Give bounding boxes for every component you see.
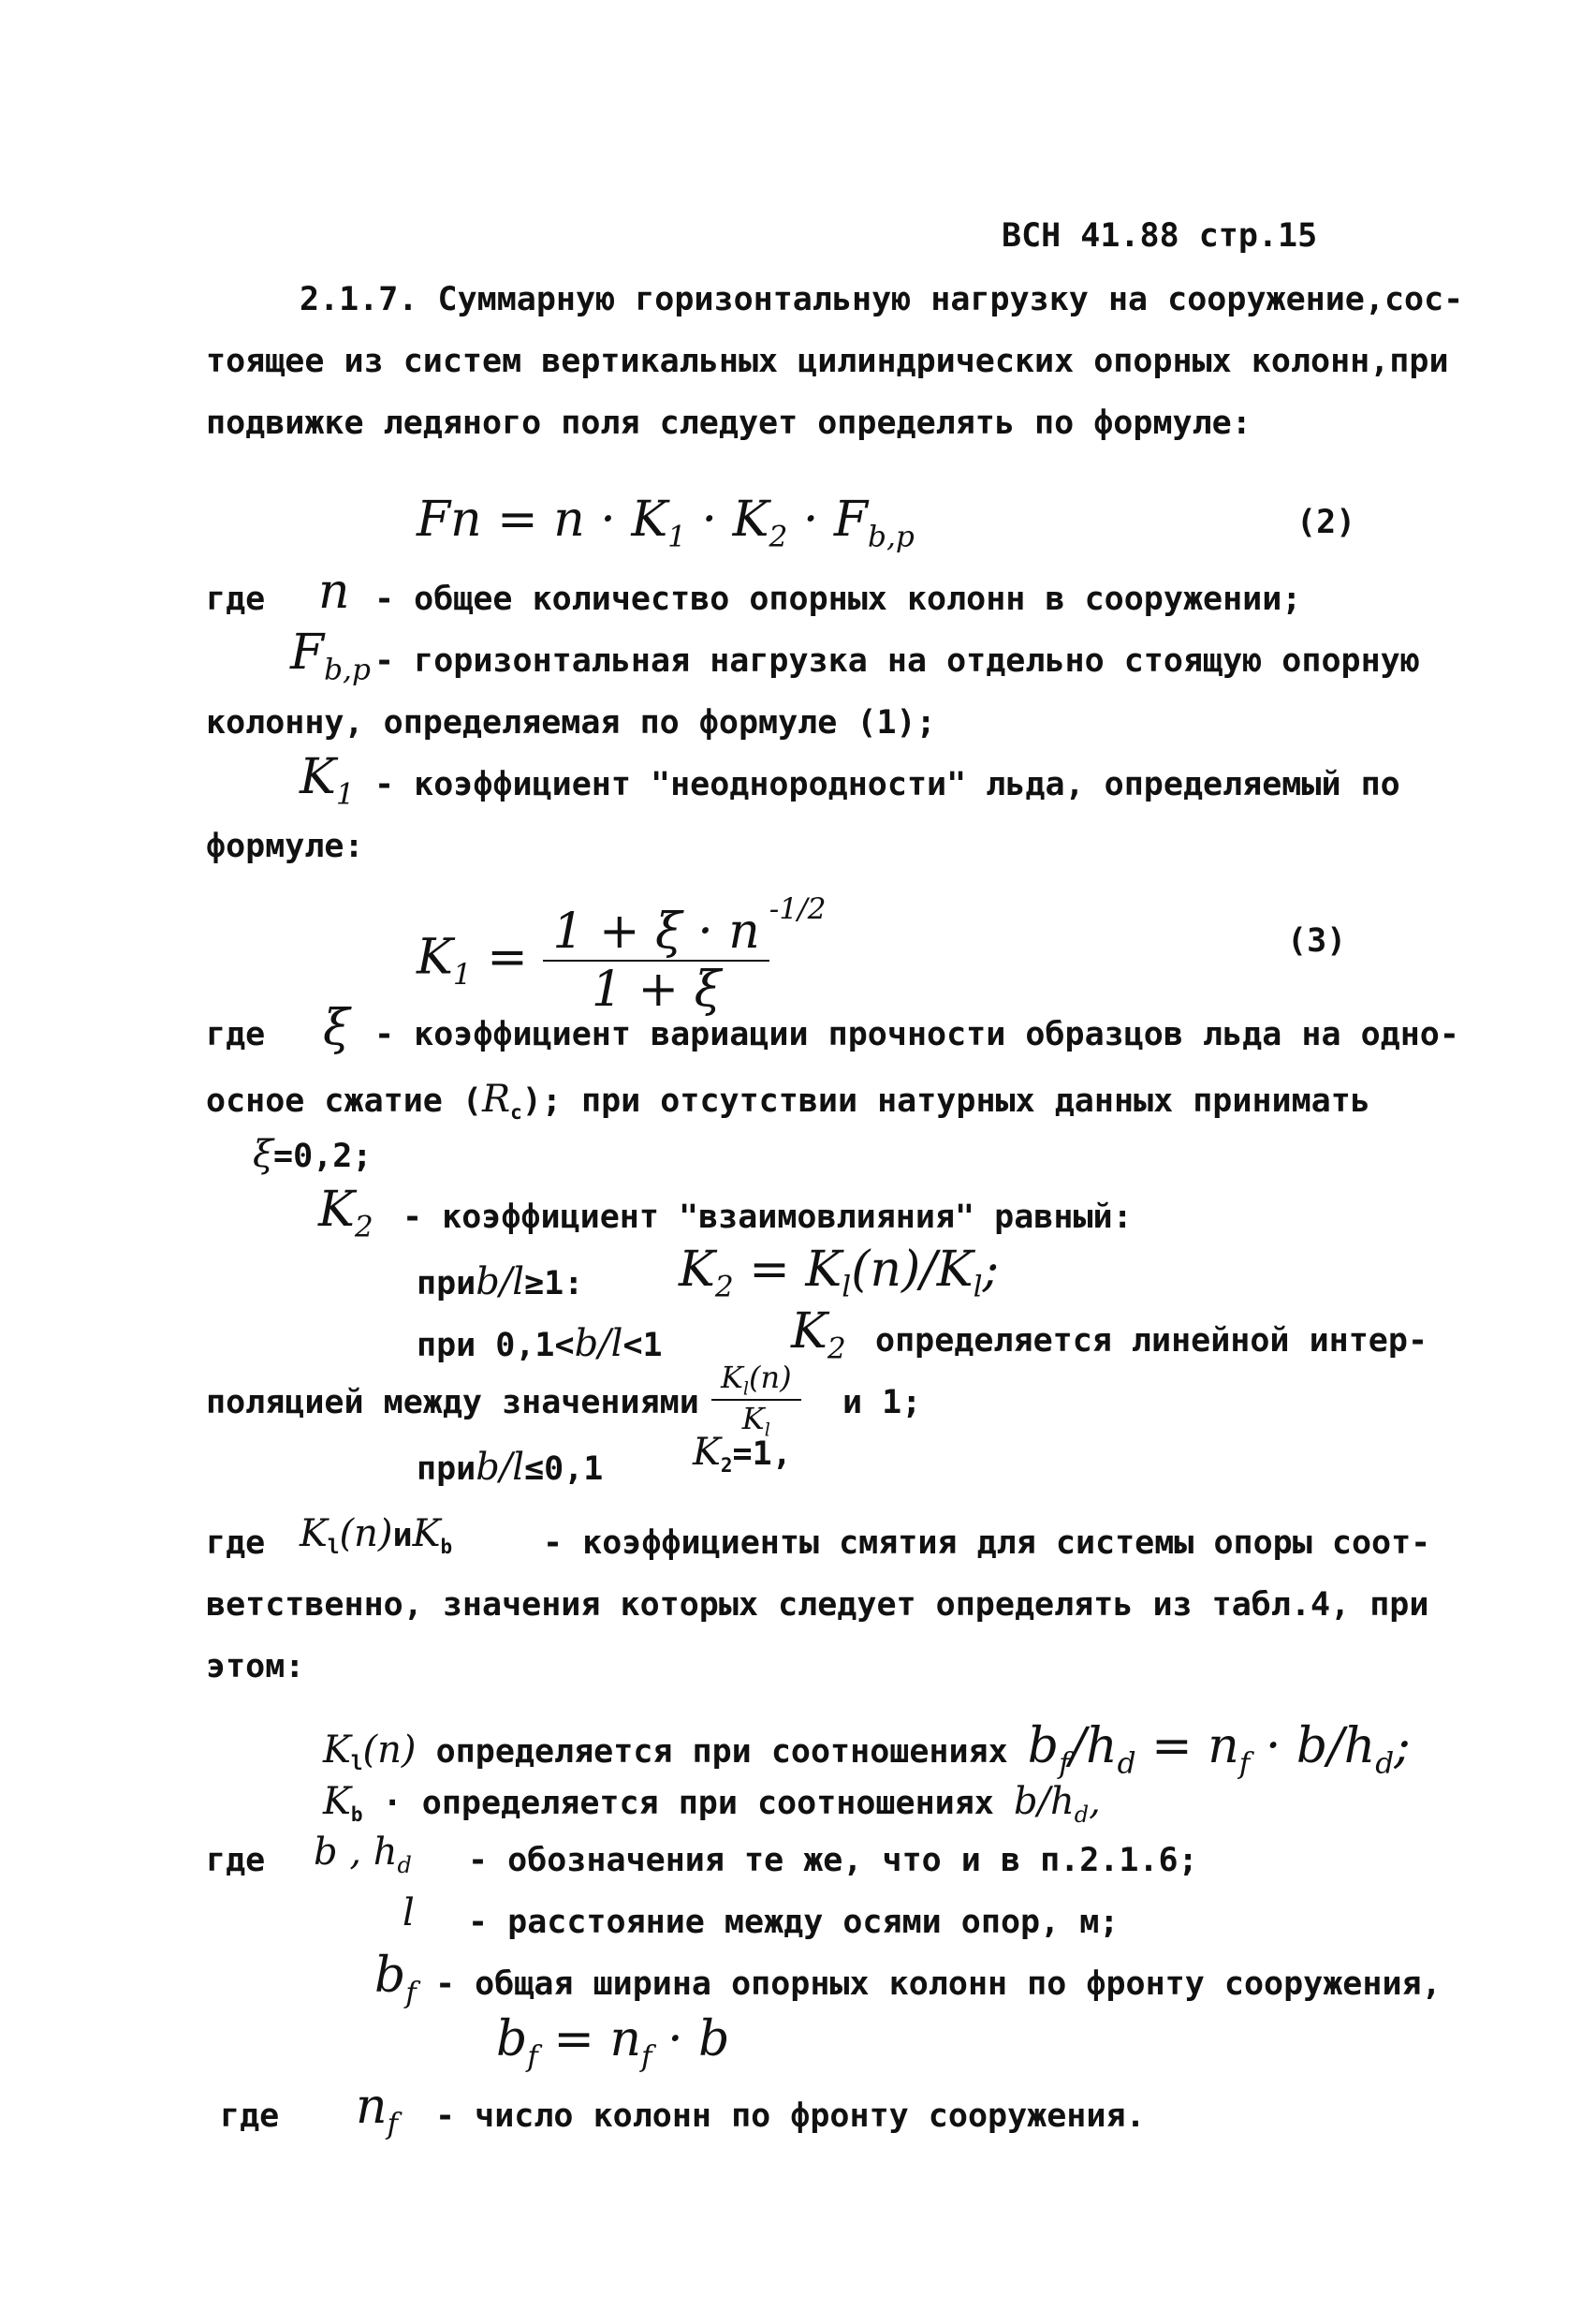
symbol-l: l	[403, 1891, 415, 1934]
definition-text: определяется линейной интер-	[875, 1322, 1428, 1360]
paragraph-line: подвижке ледяного поля следует определять по формуле:	[206, 404, 1252, 442]
where-label: где	[206, 1016, 266, 1053]
definition-text: - обозначения те же, что и в п.2.1.6;	[468, 1842, 1198, 1879]
case-formula: $K_2=1$,	[693, 1431, 792, 1477]
symbol-n: n	[318, 564, 350, 620]
case-formula: $K_2 = K_l(n)/K_l$;	[679, 1242, 1000, 1304]
where-label: где	[206, 581, 266, 618]
definition-text: - общее количество опорных колонн в сооружении;	[374, 581, 1302, 618]
definition-text: - коэффициент вариации прочности образцов льда на одно-	[374, 1016, 1459, 1053]
definition-text: - коэффициент "неоднородности" льда, определяемый по	[374, 766, 1400, 803]
case-condition: приb/l≤0,1	[417, 1446, 604, 1489]
formula-2: $Fn = n \cdot K_1 \cdot K_2 \cdot F_{b,p}$	[417, 492, 915, 554]
page-header: ВСН 41.88 стр.15	[1002, 217, 1318, 255]
paragraph-line: 2.1.7. Суммарную горизонтальную нагрузку на сооружение,сос-	[300, 281, 1464, 318]
definition-text: осное сжатие $(R_c)$; при отсутствии натурных данных принимать	[206, 1078, 1370, 1124]
definition-text: поляцией между значениями	[206, 1384, 699, 1421]
symbol-bf: $b_f$	[374, 1948, 417, 2010]
formula-number: (2)	[1296, 504, 1356, 541]
xi-value: ξ=0,2;	[253, 1133, 373, 1176]
definition-text: этом:	[206, 1648, 305, 1685]
symbol-b-hd: b , $h_d$	[314, 1831, 412, 1878]
where-label: где	[220, 2097, 280, 2135]
symbol-k2: $K_2$	[318, 1182, 373, 1244]
definition-text: - расстояние между осями опор, м;	[468, 1904, 1120, 1941]
definition-text: - горизонтальная нагрузка на отдельно стоящую опорную	[374, 642, 1420, 680]
definition-text: ветственно, значения которых следует определять из табл.4, при	[206, 1586, 1429, 1624]
symbol-kc: $K_l(n)иK_b$	[300, 1512, 453, 1558]
definition-text: - коэффициенты смятия для системы опоры соот-	[543, 1524, 1431, 1562]
condition-line: $K_b$ · определяется при соотношениях $b/h_d$,	[323, 1780, 1101, 1828]
fraction: $\frac{1 + \xi \cdot n}{1 + \xi}$	[543, 904, 769, 1018]
symbol-k1: $K_1$	[300, 749, 355, 812]
symbol-xi: ξ	[323, 1000, 350, 1056]
where-label: где	[206, 1524, 266, 1562]
symbol-k2: $K_2$	[791, 1303, 846, 1366]
symbol-fbp: $F_{b,p}$	[290, 625, 371, 687]
case-condition: приb/l≥1:	[417, 1260, 584, 1303]
definition-text: колонну, определяемая по формуле (1);	[206, 704, 936, 742]
definition-text: - общая ширина опорных колонн по фронту сооружения,	[435, 1965, 1442, 2003]
formula-3: $K_1$ = $\frac{1 + \xi \cdot n}{1 + \xi}$ $^{-1/2}$	[417, 892, 827, 1018]
definition-text: и 1;	[842, 1384, 922, 1421]
definition-text: - число колонн по фронту сооружения.	[435, 2097, 1146, 2135]
definition-text: - коэффициент "взаимовлияния" равный:	[403, 1199, 1133, 1236]
case-condition: при 0,1<b/l<1	[417, 1322, 663, 1365]
symbol-nf: $n_f$	[356, 2079, 399, 2141]
condition-line: $K_l(n)$ определяется при соотношениях $b_f/h_d = n_f \cdot b/h_d$;	[323, 1718, 1411, 1781]
formula-bf: $b_f = n_f \cdot b$	[496, 2011, 730, 2074]
paragraph-line: тоящее из систем вертикальных цилиндрических опорных колонн,при	[206, 343, 1449, 380]
where-label: где	[206, 1842, 266, 1879]
fraction: $\frac{K_l(n)}{K_l}$	[711, 1360, 801, 1441]
formula-number: (3)	[1287, 922, 1347, 960]
definition-text: формуле:	[206, 828, 364, 865]
